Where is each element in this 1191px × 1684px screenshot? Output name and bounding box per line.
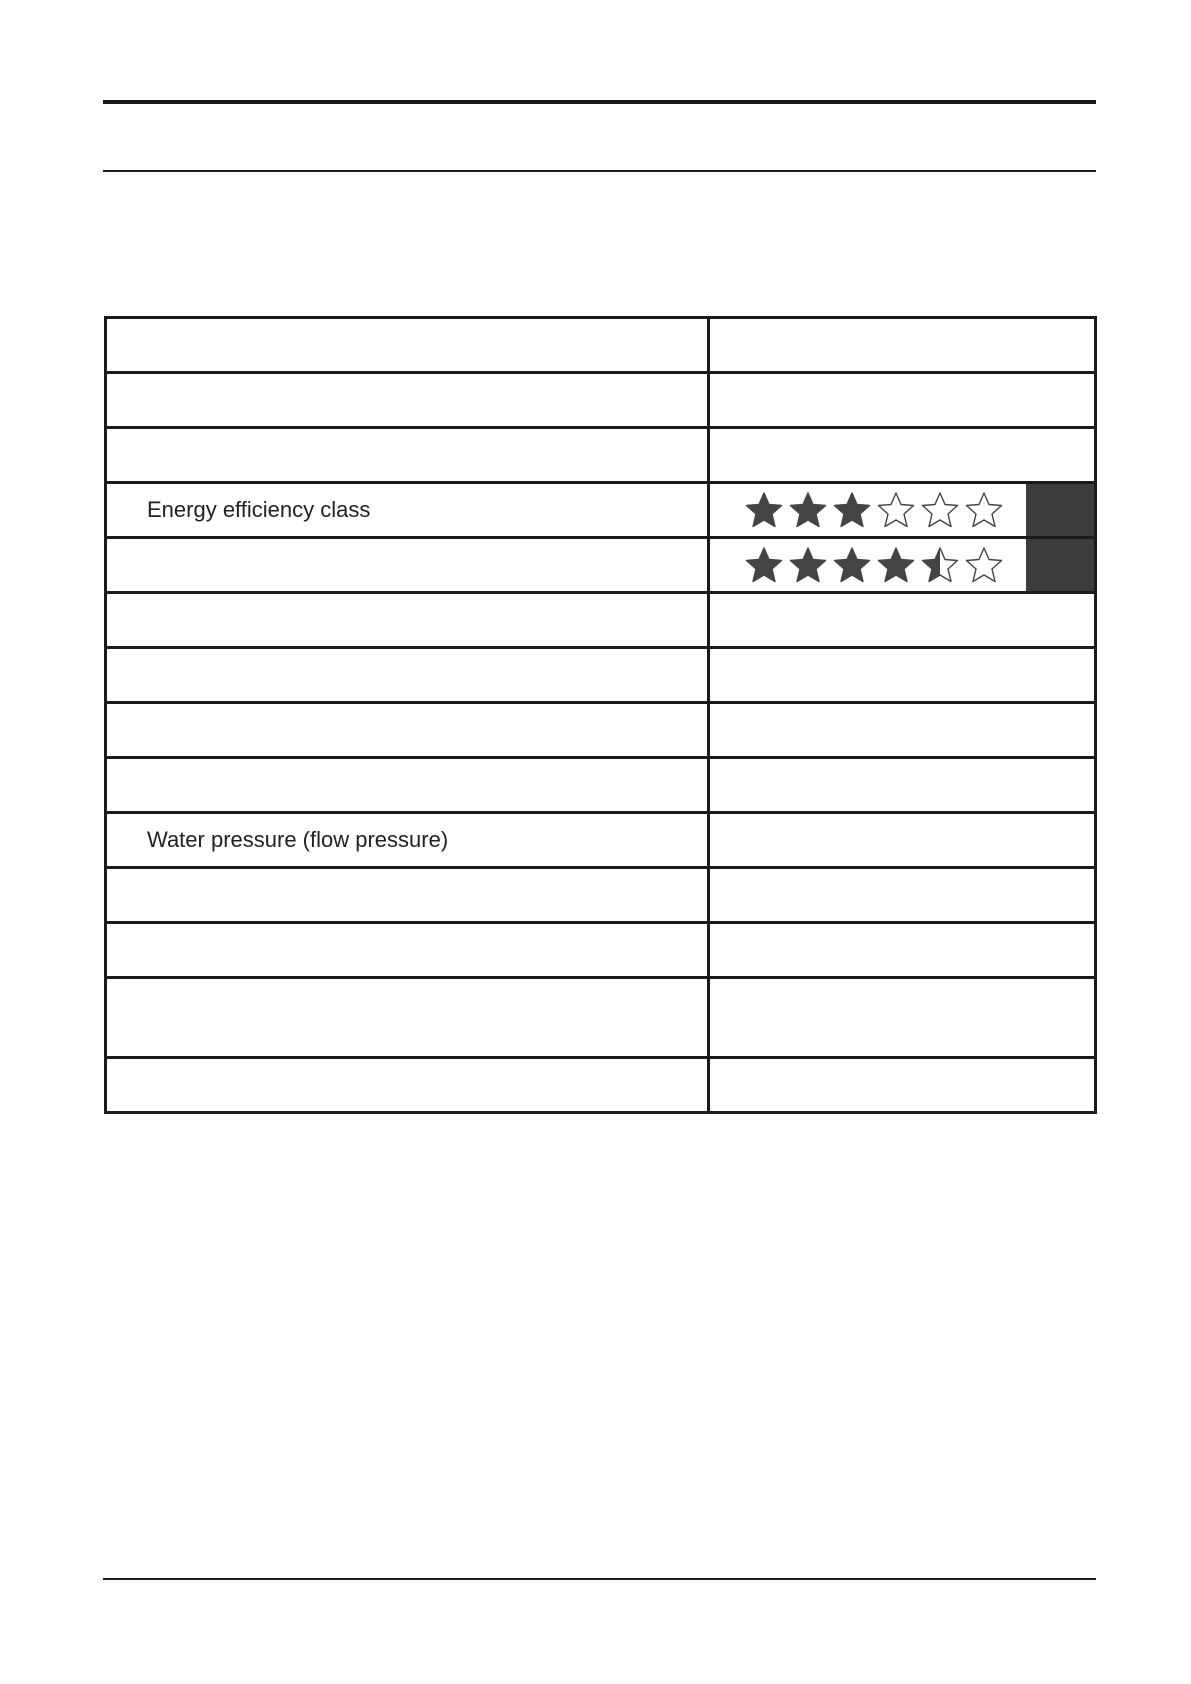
table-row [106,428,1096,483]
table-row [106,978,1096,1058]
energy-efficiency-rating [709,483,1096,538]
row-label [106,318,709,373]
star-icon-empty [964,490,1004,530]
energy-efficiency-label: Energy efficiency class [106,483,709,538]
row-value [709,428,1096,483]
table-row [106,648,1096,703]
star-icon-empty [876,490,916,530]
row-label [106,703,709,758]
star-icon-filled [832,545,872,585]
row-label [106,648,709,703]
header-rule-top [103,100,1096,104]
star-icon-half [920,545,960,585]
rating-class-box [1026,539,1094,591]
row-label [106,923,709,978]
row-label [106,538,709,593]
footer-rule [103,1578,1096,1580]
row-value [709,373,1096,428]
row-label [106,373,709,428]
row-label [106,758,709,813]
star-icon-filled [788,490,828,530]
table-row [106,373,1096,428]
row-value [709,868,1096,923]
table-row [106,703,1096,758]
rating-value [709,538,1096,593]
row-label [106,593,709,648]
row-value [709,1058,1096,1113]
row-label [106,868,709,923]
water-pressure-value [709,813,1096,868]
row-value [709,593,1096,648]
row-value [709,758,1096,813]
row-value [709,318,1096,373]
table-row [106,593,1096,648]
row-value [709,923,1096,978]
table-row [106,868,1096,923]
star-icon-empty [920,490,960,530]
water-pressure-label: Water pressure (flow pressure) [106,813,709,868]
table-row [106,1058,1096,1113]
row-label [106,978,709,1058]
table-row [106,758,1096,813]
row-value [709,703,1096,758]
star-rating [710,539,1026,591]
rating-class-box [1026,484,1094,536]
star-icon-filled [744,490,784,530]
table-row-energy-efficiency [106,483,1096,538]
row-value [709,648,1096,703]
row-value [709,978,1096,1058]
row-label [106,1058,709,1113]
star-icon-empty [964,545,1004,585]
table-row [106,923,1096,978]
star-icon-filled [832,490,872,530]
row-label [106,428,709,483]
table-row-rating [106,538,1096,593]
star-icon-filled [788,545,828,585]
star-rating [710,484,1026,536]
spec-table [104,316,1097,1114]
star-icon-filled [744,545,784,585]
header-rule-bottom [103,170,1096,172]
table-row [106,318,1096,373]
star-icon-filled [876,545,916,585]
table-row-water-pressure [106,813,1096,868]
